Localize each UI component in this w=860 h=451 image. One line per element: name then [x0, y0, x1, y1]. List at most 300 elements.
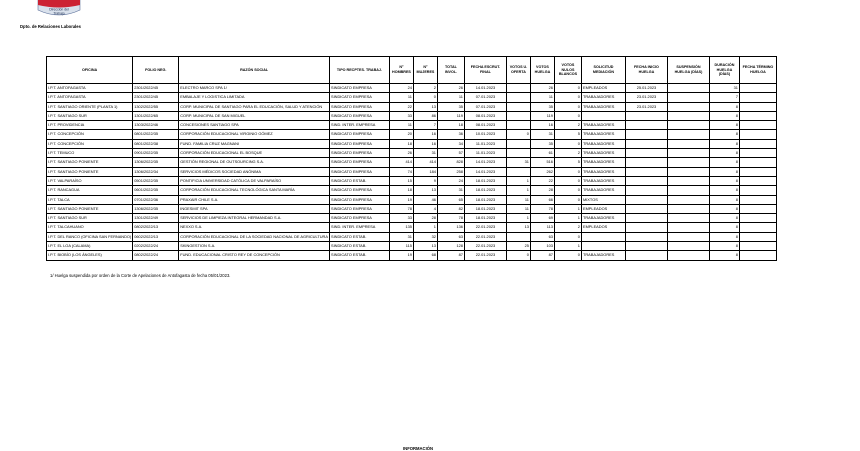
table-cell: 2: [413, 84, 437, 93]
table-cell: 0: [554, 84, 581, 93]
column-header: FECHA TÉRMINO HUELGA: [739, 57, 776, 84]
table-cell: 68: [413, 251, 437, 260]
table-cell: 22.01.2023: [464, 232, 506, 241]
table-cell: [506, 121, 530, 130]
table-cell: 22.01.2023: [464, 242, 506, 251]
table-cell: 33: [389, 111, 413, 120]
table-cell: 1301/2022/49: [133, 214, 179, 223]
table-cell: 22.01.2023: [464, 251, 506, 260]
table-cell: 8: [709, 251, 739, 260]
table-cell: 31: [389, 232, 413, 241]
table-cell: 7: [709, 93, 739, 102]
table-cell: 16: [530, 121, 554, 130]
table-cell: SINDICATO EMPRESA: [329, 102, 389, 111]
table-row: [47, 84, 777, 93]
logo-line-1: Dirección del: [49, 7, 69, 12]
table-cell: [739, 195, 776, 204]
table-cell: [625, 139, 667, 148]
table-cell: [625, 111, 667, 120]
table-cell: 31: [530, 130, 554, 139]
table-cell: 24: [437, 176, 464, 185]
table-row: [47, 251, 777, 260]
table-cell: SINDICATO EMPRESA: [329, 93, 389, 102]
table-cell: EMPLEADOS: [581, 204, 625, 213]
table-cell: 1302/2022/55: [133, 102, 179, 111]
table-cell: [667, 102, 709, 111]
table-cell: 31: [437, 186, 464, 195]
table-cell: SINDICATO EMPRESA: [329, 195, 389, 204]
table-cell: 0602/2022/13: [133, 232, 179, 241]
table-cell: 1: [554, 214, 581, 223]
table-cell: TRABAJADORES: [581, 214, 625, 223]
column-header: FECHA INICIO HUELGA: [625, 57, 667, 84]
table-cell: 8: [709, 139, 739, 148]
table-cell: 1: [554, 242, 581, 251]
page-footer: INFORMACIÓN: [403, 446, 434, 451]
table-cell: 34: [437, 139, 464, 148]
table-cell: 22: [530, 176, 554, 185]
table-cell: 11.01.2023: [464, 139, 506, 148]
table-cell: PONTIFICIA UNIVERSIDAD CATÓLICA DE VALPARAÍSO: [179, 176, 330, 185]
table-cell: 0701/2022/36: [133, 195, 179, 204]
table-cell: [739, 204, 776, 213]
table-cell: [739, 223, 776, 232]
table-cell: [625, 186, 667, 195]
table-row: [47, 204, 777, 213]
table-cell: 11.01.2023: [464, 149, 506, 158]
table-cell: 16: [413, 130, 437, 139]
table-cell: 22.01.2023: [464, 223, 506, 232]
table-cell: FUND. FAMILIA CRUZ MAGNANI: [179, 139, 330, 148]
table-cell: 9: [413, 176, 437, 185]
table-cell: TRABAJADORES: [581, 130, 625, 139]
table-row: [47, 158, 777, 167]
column-header: OFICINA: [47, 57, 133, 84]
table-cell: TRABAJADORES: [581, 167, 625, 176]
table-cell: I.P.T. VALPARAÍSO: [47, 176, 133, 185]
table-cell: [506, 102, 530, 111]
table-cell: [625, 176, 667, 185]
table-cell: [667, 223, 709, 232]
column-header: VOTOS U. OFERTA: [506, 57, 530, 84]
table-row: [47, 149, 777, 158]
table-cell: 07.01.2023: [464, 102, 506, 111]
table-cell: 8: [709, 214, 739, 223]
table-cell: GESTIÓN REGIONAL DE OUTSOURCING S.A.: [179, 158, 330, 167]
table-cell: 87: [437, 251, 464, 260]
table-cell: 0: [506, 130, 530, 139]
table-cell: INGESMIT SPA: [179, 204, 330, 213]
table-cell: 0: [554, 111, 581, 120]
table-cell: 26: [530, 84, 554, 93]
table-cell: 828: [437, 158, 464, 167]
table-cell: 2301/2022/45: [133, 93, 179, 102]
table-cell: I.P.T. SANTIAGO ORIENTE (PLANTA 1): [47, 102, 133, 111]
table-cell: [625, 167, 667, 176]
table-cell: 23.01.2023: [625, 102, 667, 111]
table-cell: SINDICATO EMPRESA: [329, 186, 389, 195]
table-cell: 0802/2022/13: [133, 223, 179, 232]
table-cell: [667, 139, 709, 148]
table-cell: I.P.T. TALCAHUANO: [47, 223, 133, 232]
table-cell: 26: [437, 84, 464, 93]
table-cell: 19: [389, 251, 413, 260]
table-cell: 135: [389, 223, 413, 232]
table-cell: I.P.T. TEMUCO: [47, 149, 133, 158]
table-cell: [506, 111, 530, 120]
column-header: SOLICITUD MEDIACIÓN: [581, 57, 625, 84]
column-header: TIPO RECPTES. TRABAJ.: [329, 57, 389, 84]
table-cell: 1306/2022/35: [133, 158, 179, 167]
table-cell: SINDICATO ESTAB.: [329, 242, 389, 251]
table-cell: ELECTRO MARCO SPA 1/: [179, 84, 330, 93]
table-cell: [625, 223, 667, 232]
strikes-table: [46, 56, 777, 261]
table-cell: 11: [506, 204, 530, 213]
table-cell: I.P.T. RANCAGUA: [47, 186, 133, 195]
table-cell: [667, 204, 709, 213]
table-cell: [739, 242, 776, 251]
table-cell: 113: [530, 223, 554, 232]
table-cell: 13: [413, 102, 437, 111]
table-cell: 57: [437, 149, 464, 158]
column-header: VOTOS NULOS BLANCOS: [554, 57, 581, 84]
table-cell: 0: [554, 232, 581, 241]
table-cell: 18: [389, 139, 413, 148]
table-cell: TRABAJADORES: [581, 139, 625, 148]
column-header: N° HOMBRES: [389, 57, 413, 84]
table-cell: 0: [554, 195, 581, 204]
table-row: [47, 139, 777, 148]
table-row: [47, 195, 777, 204]
table-cell: [581, 232, 625, 241]
table-cell: SINDICATO EMPRESA: [329, 214, 389, 223]
logo-emblem: [36, 0, 82, 18]
table-cell: [667, 111, 709, 120]
table-cell: 08.01.2023: [464, 111, 506, 120]
table-cell: TRABAJADORES: [581, 158, 625, 167]
table-cell: NEXXO S.A.: [179, 223, 330, 232]
table-cell: SIND. INTER. EMPRESA: [329, 121, 389, 130]
table-cell: 11: [389, 121, 413, 130]
table-cell: 1: [413, 223, 437, 232]
department-label: Dpto. de Relaciones Laborales: [20, 24, 81, 29]
table-cell: [667, 242, 709, 251]
table-row: [47, 223, 777, 232]
table-body: [47, 84, 777, 261]
table-cell: 13: [413, 186, 437, 195]
table-cell: 8: [709, 232, 739, 241]
table-cell: 1: [554, 204, 581, 213]
table-cell: [739, 158, 776, 167]
table-cell: 0601/2022/35: [133, 186, 179, 195]
table-cell: I.P.T. BIOBÍO (LOS ÁNGELES): [47, 251, 133, 260]
table-cell: 25: [506, 242, 530, 251]
table-cell: 8: [709, 186, 739, 195]
column-header: FECHA ESCRUT. FINAL: [464, 57, 506, 84]
table-cell: 20: [389, 130, 413, 139]
logo-line-2: Trabajo: [53, 11, 65, 16]
column-header: TOTAL INVOL.: [437, 57, 464, 84]
table-cell: SERVICIOS DE LIMPIEZA INTEGRAL HERMANDAD S.A.: [179, 214, 330, 223]
table-cell: 2: [554, 223, 581, 232]
table-cell: SKINGESTION S.A.: [179, 242, 330, 251]
table-row: [47, 214, 777, 223]
table-cell: 18.01.2023: [464, 186, 506, 195]
table-cell: SINDICATO EMPRESA: [329, 204, 389, 213]
table-cell: [625, 242, 667, 251]
table-cell: 262: [530, 167, 554, 176]
table-cell: FUND. EDUCACIONAL CRISTO REY DE CONCEPCIÓN: [179, 251, 330, 260]
table-cell: PRAXAIR CHILE S.A.: [179, 195, 330, 204]
column-header: FOLIO NEG.: [133, 57, 179, 84]
table-cell: 18: [437, 121, 464, 130]
table-cell: 13: [413, 242, 437, 251]
table-cell: 31: [709, 84, 739, 93]
table-cell: 2: [554, 149, 581, 158]
table-cell: 1: [506, 214, 530, 223]
column-header: N° MUJERES: [413, 57, 437, 84]
table-row: [47, 102, 777, 111]
table-cell: [667, 149, 709, 158]
table-cell: 136: [437, 223, 464, 232]
table-cell: I.P.T. EL LOA (CALAMA): [47, 242, 133, 251]
table-cell: SINDICATO EMPRESA: [329, 158, 389, 167]
table-cell: EMBALAJE Y LOGISTICA LIMITADA: [179, 93, 330, 102]
table-cell: [667, 121, 709, 130]
table-cell: CORPORACIÓN EDUCACIONAL TECNOLÓGICA SANTA MARÍA: [179, 186, 330, 195]
table-cell: TRABAJADORES: [581, 121, 625, 130]
table-cell: 8: [709, 176, 739, 185]
table-cell: I.P.T. SANTIAGO SUR: [47, 111, 133, 120]
table-cell: [667, 186, 709, 195]
table-cell: [625, 251, 667, 260]
table-cell: 8: [709, 223, 739, 232]
table-cell: SINDICATO EMPRESA: [329, 130, 389, 139]
table-cell: 33: [389, 214, 413, 223]
table-cell: 69: [530, 214, 554, 223]
table-cell: I.P.T. SANTIAGO SUR: [47, 214, 133, 223]
table-cell: [667, 93, 709, 102]
table-cell: [739, 214, 776, 223]
table-cell: 4: [413, 204, 437, 213]
column-header: RAZÓN SOCIAL: [179, 57, 330, 84]
table-cell: CORPORACIÓN EDUCACIONAL DE LA SOCIEDAD NACIONAL DE AGRICULTURA: [179, 232, 330, 241]
table-cell: [667, 251, 709, 260]
table-cell: TRABAJADORES: [581, 102, 625, 111]
table-cell: 5: [554, 130, 581, 139]
table-cell: 78: [389, 204, 413, 213]
table-cell: 0: [413, 93, 437, 102]
table-cell: 18.01.2023: [464, 214, 506, 223]
table-header-row: [47, 57, 777, 84]
table-cell: [739, 167, 776, 176]
table-cell: [667, 158, 709, 167]
table-cell: [625, 121, 667, 130]
table-cell: 86: [413, 111, 437, 120]
table-row: [47, 167, 777, 176]
table-cell: 19: [389, 195, 413, 204]
table-cell: I.P.T. SANTIAGO PONIENTE: [47, 167, 133, 176]
table-cell: 128: [437, 242, 464, 251]
table-cell: [625, 195, 667, 204]
table-cell: 87: [530, 251, 554, 260]
table-cell: 24: [389, 84, 413, 93]
table-cell: 115: [389, 242, 413, 251]
table-cell: I.P.T. ANTOFAGASTA: [47, 84, 133, 93]
table-cell: I.P.T. SANTIAGO PONIENTE: [47, 204, 133, 213]
table-cell: 8: [709, 111, 739, 120]
table-cell: 32: [413, 232, 437, 241]
table-cell: [581, 242, 625, 251]
table-cell: 258: [437, 167, 464, 176]
table-cell: CONCESIONES SANTIAGO SPA: [179, 121, 330, 130]
table-cell: 0: [554, 186, 581, 195]
table-cell: 1303/2022/46: [133, 121, 179, 130]
table-cell: SINDICATO ESTAB.: [329, 232, 389, 241]
table-cell: 8: [709, 121, 739, 130]
table-cell: 2301/2022/45: [133, 84, 179, 93]
table-cell: [739, 102, 776, 111]
table-cell: 63: [437, 232, 464, 241]
table-cell: [739, 149, 776, 158]
table-row: [47, 121, 777, 130]
table-cell: 74: [389, 167, 413, 176]
table-cell: [625, 204, 667, 213]
table-cell: 184: [413, 167, 437, 176]
table-cell: [739, 139, 776, 148]
table-cell: 28: [413, 214, 437, 223]
table-cell: SERVICIOS MÉDICOS SOCIEDAD ANÓNIMA: [179, 167, 330, 176]
table-cell: 11: [506, 195, 530, 204]
table-cell: TRABAJADORES: [581, 186, 625, 195]
table-cell: TRABAJADORES: [581, 176, 625, 185]
table-cell: 0: [554, 176, 581, 185]
table-cell: 8: [709, 195, 739, 204]
table-row: [47, 130, 777, 139]
table-cell: 61: [530, 149, 554, 158]
table-cell: [625, 130, 667, 139]
table-cell: [581, 111, 625, 120]
table-cell: TRABAJADORES: [581, 93, 625, 102]
table-cell: I.P.T. CONCEPCIÓN: [47, 130, 133, 139]
table-cell: 119: [530, 111, 554, 120]
table-cell: 28: [530, 186, 554, 195]
table-cell: [739, 111, 776, 120]
table-cell: EMPLEADOS: [581, 223, 625, 232]
table-cell: [667, 214, 709, 223]
table-cell: [625, 158, 667, 167]
table-cell: 35: [437, 102, 464, 111]
table-cell: [739, 93, 776, 102]
table-cell: 36: [437, 130, 464, 139]
table-cell: 82: [437, 204, 464, 213]
column-header: DURACIÓN HUELGA (DÍAS): [709, 57, 739, 84]
table-cell: 8: [709, 149, 739, 158]
table-cell: 8: [709, 102, 739, 111]
table-cell: 1: [506, 186, 530, 195]
table-cell: 7: [413, 121, 437, 130]
table-cell: SINDICATO EMPRESA: [329, 111, 389, 120]
table-cell: I.P.T. DEL RANCO (OFICINA SAN FERNANDO): [47, 232, 133, 241]
table-cell: 22: [389, 102, 413, 111]
table-cell: 23.01.2023: [625, 93, 667, 102]
table-row: [47, 242, 777, 251]
table-row: [47, 186, 777, 195]
table-cell: 26: [389, 149, 413, 158]
table-cell: 2: [554, 121, 581, 130]
table-cell: SINDICATO EMPRESA: [329, 149, 389, 158]
table-cell: SINDICATO EMPRESA: [329, 139, 389, 148]
table-cell: 31: [413, 149, 437, 158]
table-cell: [667, 195, 709, 204]
table-row: [47, 111, 777, 120]
table-cell: 0901/2022/35: [133, 149, 179, 158]
table-cell: 414: [413, 158, 437, 167]
table-cell: 0: [554, 102, 581, 111]
table-cell: [667, 167, 709, 176]
table-cell: 8: [709, 242, 739, 251]
table-cell: I.P.T. ANTOFAGASTA: [47, 93, 133, 102]
table-cell: 8: [709, 167, 739, 176]
table-cell: [667, 232, 709, 241]
table-cell: CORPORACIÓN EDUCACIONAL EL BOSQUE: [179, 149, 330, 158]
table-cell: 15: [389, 176, 413, 185]
table-cell: 5: [554, 158, 581, 167]
table-cell: I.P.T. PROVIDENCIA: [47, 121, 133, 130]
table-cell: [739, 130, 776, 139]
logo: [36, 0, 82, 18]
table-cell: 0: [554, 93, 581, 102]
table-cell: 18.01.2023: [464, 204, 506, 213]
table-cell: [667, 130, 709, 139]
table-cell: 0501/2022/35: [133, 176, 179, 185]
table-cell: 11: [389, 93, 413, 102]
table-cell: 31: [506, 158, 530, 167]
table-cell: 0: [554, 167, 581, 176]
table-cell: CORPORACIÓN EDUCACIONAL VIRGINIO GÓMEZ: [179, 130, 330, 139]
table-cell: 1: [506, 176, 530, 185]
table-row: [47, 176, 777, 185]
table-cell: 8: [709, 204, 739, 213]
table-cell: [739, 186, 776, 195]
table-cell: 516: [530, 158, 554, 167]
table-cell: [506, 93, 530, 102]
table-cell: 0: [554, 251, 581, 260]
table-cell: 8: [709, 158, 739, 167]
table-cell: [667, 84, 709, 93]
table-cell: 11: [530, 93, 554, 102]
table-cell: 14.01.2023: [464, 167, 506, 176]
table-cell: 1306/2022/35: [133, 204, 179, 213]
table-cell: [625, 232, 667, 241]
table-cell: TRABAJADORES: [581, 251, 625, 260]
table-cell: 78: [437, 214, 464, 223]
table-cell: 16: [413, 139, 437, 148]
table-cell: SINDICATO ESTAB.: [329, 251, 389, 260]
table-cell: 07.01.2023: [464, 93, 506, 102]
column-header: SUSPENSIÓN HUELGA (DÍAS): [667, 57, 709, 84]
table-cell: 103: [530, 242, 554, 251]
table-cell: 0: [554, 139, 581, 148]
table-cell: 13: [506, 223, 530, 232]
table-cell: 11: [437, 93, 464, 102]
table-cell: [625, 214, 667, 223]
table-cell: [667, 176, 709, 185]
table-cell: SINDICATO EMPRESA: [329, 84, 389, 93]
table-cell: SINDICATO ESTAB.: [329, 176, 389, 185]
table-cell: I.P.T. TALCA: [47, 195, 133, 204]
